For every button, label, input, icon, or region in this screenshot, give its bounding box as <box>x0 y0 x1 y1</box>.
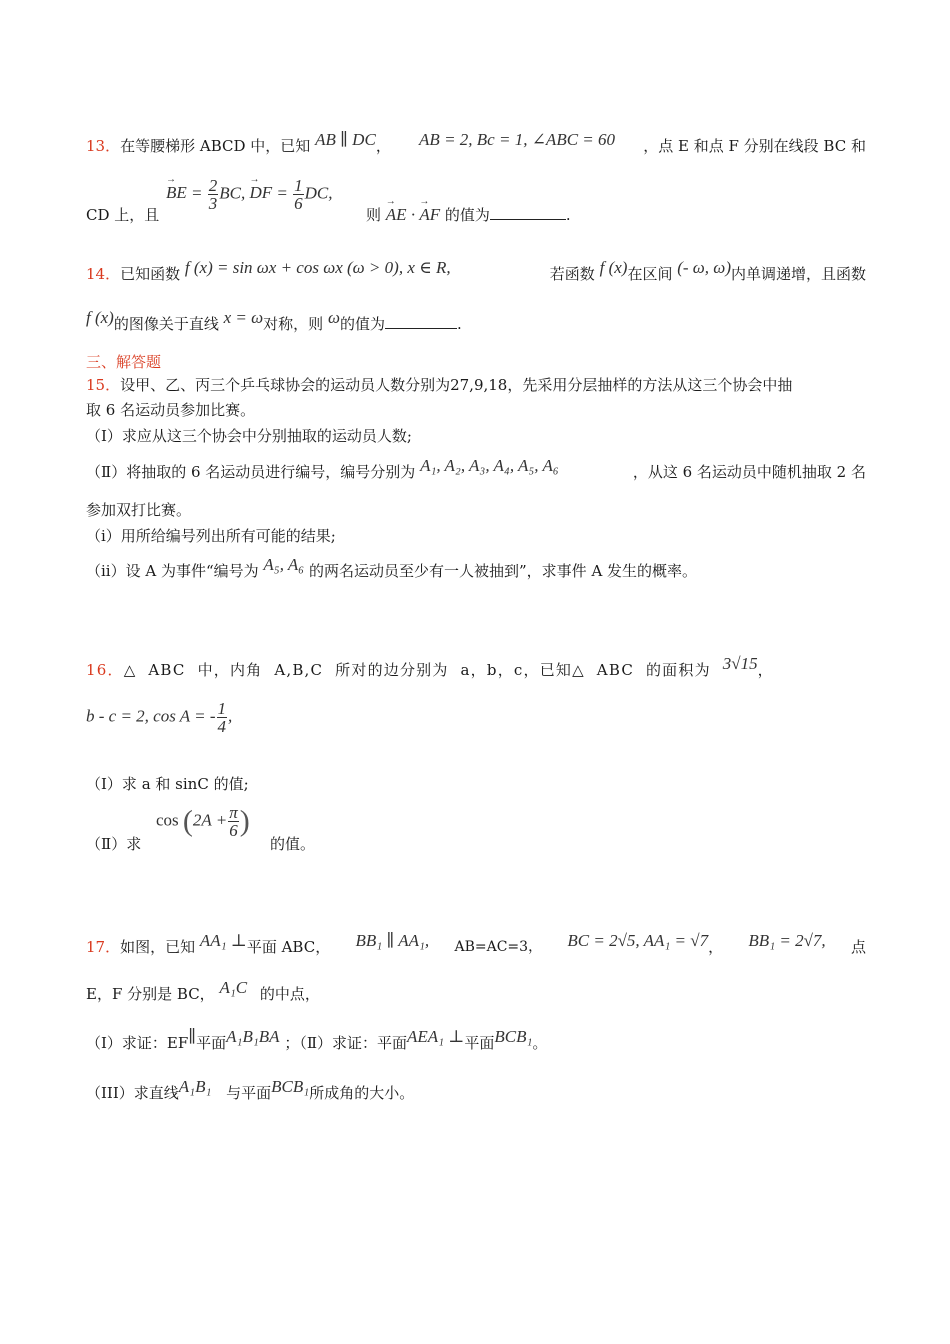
q15-part2-math: A₁, A₂, A₃, A₄, A₅, A₆ <box>420 456 559 475</box>
q13-df: → DF <box>250 183 273 202</box>
q16-frac-num: 1 <box>217 699 226 718</box>
q16-area: 3√15 <box>722 654 758 673</box>
q14-omega: ω <box>327 308 340 327</box>
q13-frac2 <box>293 177 304 212</box>
q14-line2a: 的图像关于直线 <box>113 315 219 333</box>
q17-p3m: A₁B₁ <box>178 1077 212 1096</box>
q16-cos: cos <box>156 810 179 830</box>
q13-dot: · <box>406 205 420 224</box>
q15-part2-a: （Ⅱ）将抽取的 6 名运动员进行编号，编号分别为 <box>86 463 416 481</box>
q14-line1 <box>86 258 866 284</box>
q15-part-ii <box>86 555 866 581</box>
q13-frac2-num: 1 <box>294 176 303 195</box>
q17-p3m2: BCB₁ <box>271 1077 310 1096</box>
q13-line2 <box>86 176 866 224</box>
q15-line2: 取 6 名运动员参加比赛。 <box>86 401 256 419</box>
q17-line2 <box>86 978 866 1004</box>
q17-part3 <box>86 1077 866 1103</box>
q16-text1: △ ABC 中，内角 A,B,C 所对的边分别为 a，b，c，已知△ ABC 的面积为 <box>123 661 711 679</box>
q17-line2b: 的中点， <box>259 985 320 1003</box>
q16-frac-den: 4 <box>217 717 226 736</box>
q17-p1m: ∥ <box>188 1027 197 1046</box>
q15-part-ii-a: （ii）设 A 为事件“编号为 <box>86 562 259 580</box>
q14-line2 <box>86 308 866 334</box>
q17-part1-2 <box>86 1027 866 1053</box>
q16-part1: （Ⅰ）求 a 和 sinC 的值; <box>86 775 249 793</box>
q17-t2: AB=AC=3， <box>454 939 543 955</box>
q13-eq2: = <box>272 183 293 203</box>
q17-p1c: ；（Ⅱ）求证：平面 <box>284 1034 408 1052</box>
q17-line1 <box>86 931 866 957</box>
q13-dc: DC, <box>304 183 333 203</box>
q16-paren-right: ) <box>239 804 250 838</box>
q13-eq1: = <box>186 183 207 203</box>
q13-intro: 在等腰梯形 ABCD 中，已知 <box>120 137 311 155</box>
q17-p1m3: AEA₁ ⊥ <box>407 1027 465 1046</box>
q16-pi-den: 6 <box>229 821 238 840</box>
q16-cond-end: , <box>228 706 233 726</box>
q14-line2c: 的值为 <box>339 315 385 333</box>
q17-p1m2: A₁B₁BA <box>226 1027 280 1046</box>
q15-part2-c: 参加双打比赛。 <box>86 501 192 519</box>
q14-interval-label: 在区间 <box>627 265 673 283</box>
q17-p3c: 所成角的大小。 <box>309 1084 415 1102</box>
q13-frac2-den: 6 <box>294 194 303 213</box>
q16-part2 <box>86 800 866 856</box>
q15-part-i: （i）用所给编号列出所有可能的结果; <box>86 527 336 545</box>
q13-af: → AF <box>419 205 440 224</box>
q13-ae: → AE <box>386 205 407 224</box>
q15-part2 <box>86 456 866 482</box>
q13-ask-text: 的值为 <box>444 206 490 224</box>
q15-part-ii-b: 的两名运动员至少有一人被抽到”，求事件 A 发生的概率。 <box>309 562 698 580</box>
q13-bc: BC, <box>219 183 250 203</box>
q13-tail: ，点 E 和点 F 分别在线段 BC 和 <box>643 137 866 155</box>
q13-then: 则 <box>366 206 382 224</box>
q14-tail: 内单调递增，且函数 <box>730 265 866 283</box>
q13-line1 <box>86 130 866 156</box>
q17-t1: 平面 ABC， <box>246 938 331 956</box>
q13-be: → BE <box>166 183 187 202</box>
q17-intro: 如图，已知 <box>120 938 196 956</box>
q13-frac1-den: 3 <box>208 194 218 213</box>
q16-area-end: ， <box>757 661 774 679</box>
q17-line2a: E，F 分别是 BC， <box>86 985 215 1003</box>
section-title: 三、解答题 <box>86 353 162 371</box>
q15-text1: 设甲、乙、丙三个乒乓球协会的运动员人数分别为27,9,18，先采用分层抽样的方法从这三个协会中抽 <box>120 376 793 394</box>
q17-m3: BC = 2√5, AA₁ = √7 <box>567 931 709 950</box>
q17-t3: ， <box>708 938 724 956</box>
q14-if: 若函数 <box>549 265 595 283</box>
q15-part-ii-math: A₅, A₆ <box>263 555 305 574</box>
q13-answer-blank <box>490 219 566 220</box>
q13-cond1: AB ∥ DC <box>315 130 376 149</box>
q17-p1b: 平面 <box>196 1034 227 1052</box>
q14-intro: 已知函数 <box>120 265 181 283</box>
q13-line2-start: CD 上，且 <box>86 206 160 224</box>
q17-p1a: （Ⅰ）求证：EF <box>86 1034 189 1052</box>
q13-ask <box>366 205 571 225</box>
q17-number: 17． <box>86 938 121 956</box>
q17-p3a: （III）求直线 <box>86 1084 179 1102</box>
q13-comma: ， <box>375 137 391 155</box>
q16-frac <box>217 700 228 735</box>
q17-p1m4: BCB₁ <box>494 1027 533 1046</box>
q16-part2-b: 的值。 <box>270 835 316 853</box>
q16-paren-left: ( <box>182 804 193 838</box>
q14-answer-blank <box>385 328 457 329</box>
q17-m5: A₁C <box>219 978 248 997</box>
q13-vector-eq <box>166 177 333 212</box>
q15-number: 15． <box>86 376 121 394</box>
q17-t4: 点 <box>850 938 866 956</box>
q13-number: 13． <box>86 137 121 155</box>
q14-func: f (x) = sin ωx + cos ωx (ω > 0), x ∈ R, <box>184 258 451 277</box>
q16-part2-a: （Ⅱ）求 <box>86 835 142 853</box>
q13-end: . <box>565 206 571 224</box>
q15-line1 <box>86 375 866 395</box>
q16-cond-text: b - c = 2, cos A = - <box>86 706 216 726</box>
q16-cos-expr <box>156 804 250 839</box>
q17-m2: BB₁ ∥ AA₁, <box>355 931 430 950</box>
q15-part2-b: ，从这 6 名运动员中随机抽取 2 名 <box>632 463 866 481</box>
q16-pi-frac <box>228 804 239 839</box>
q17-p3b: 与平面 <box>226 1084 272 1102</box>
q13-frac1-num: 2 <box>208 176 218 195</box>
q14-line2b: 对称，则 <box>263 315 324 333</box>
q14-fx: f (x) <box>599 258 628 277</box>
q15-part1: （Ⅰ）求应从这三个协会中分别抽取的运动员人数; <box>86 427 412 445</box>
q14-end: . <box>457 315 462 333</box>
q17-m1: AA₁ ⊥ <box>199 931 247 950</box>
q17-p1d: 平面 <box>464 1034 495 1052</box>
q14-fx2: f (x) <box>86 308 114 327</box>
q16-line1 <box>86 654 866 680</box>
q16-arg: 2A + <box>192 810 228 830</box>
q16-cond <box>86 700 866 744</box>
q14-eqline: x = ω <box>223 308 264 327</box>
q17-p1e: 。 <box>532 1034 548 1052</box>
q14-number: 14． <box>86 265 121 283</box>
q13-frac1 <box>208 177 219 212</box>
q14-interval: (- ω, ω) <box>677 258 731 277</box>
q16-pi-num: π <box>229 803 238 822</box>
q13-cond2: AB = 2, Bc = 1, ∠ABC = 60 <box>419 130 616 149</box>
q17-m4: BB₁ = 2√7, <box>748 931 826 950</box>
q16-number: 16． <box>86 661 124 679</box>
